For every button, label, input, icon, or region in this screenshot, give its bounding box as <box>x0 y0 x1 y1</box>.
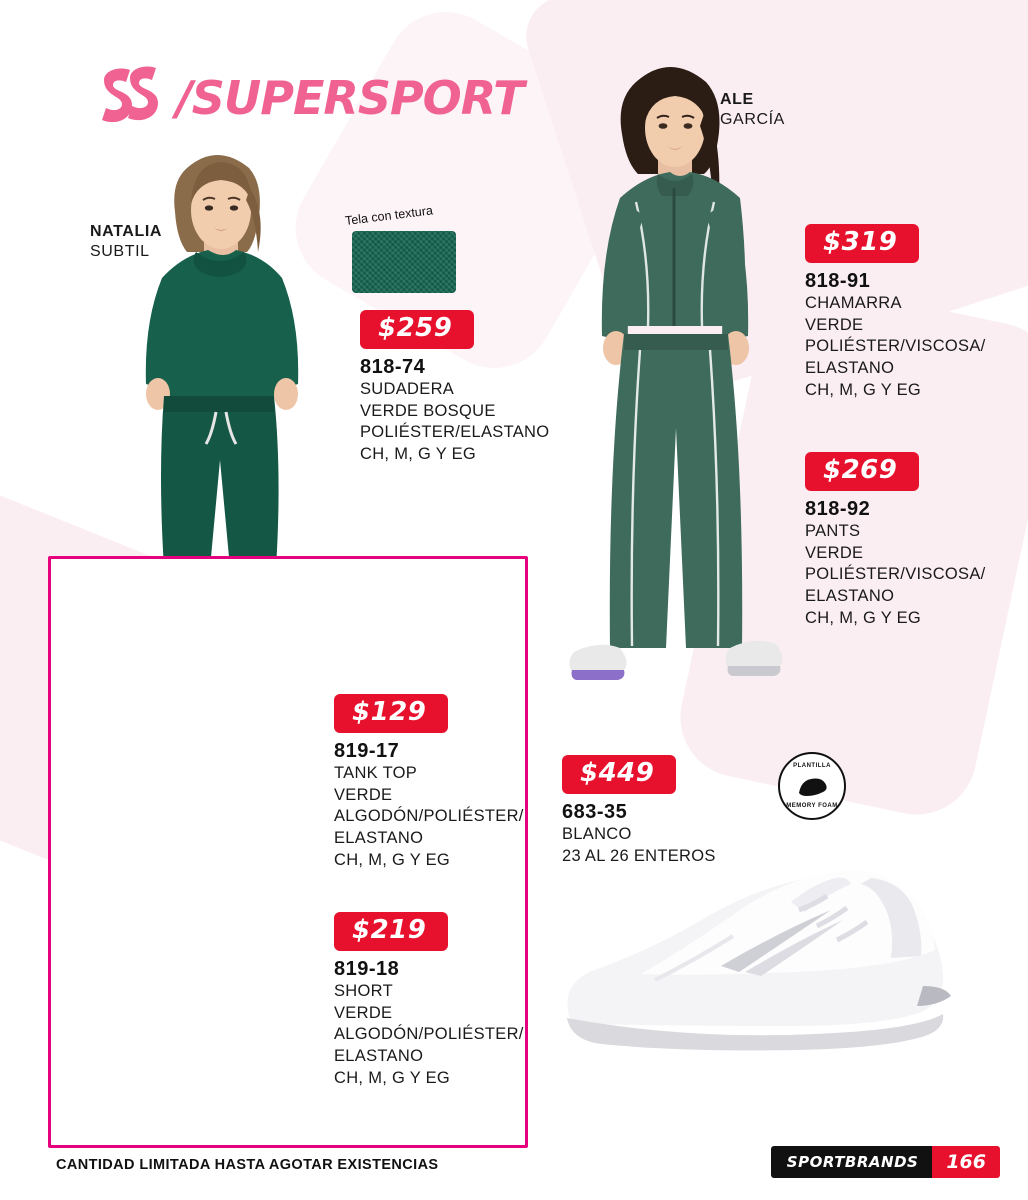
product-desc-line: VERDE <box>805 543 864 562</box>
product-desc-line: CH, M, G Y EG <box>360 445 477 464</box>
product-desc-line: VERDE <box>334 1003 393 1022</box>
price-tag: $449 <box>562 755 676 794</box>
product-desc-line: CH, M, G Y EG <box>805 381 922 400</box>
shoe-insole-icon <box>795 773 829 799</box>
product-desc-line: ELASTANO <box>805 587 895 606</box>
product-desc-line: VERDE <box>334 785 393 804</box>
price-tag: $259 <box>360 310 474 349</box>
product-sku: 819-17 <box>334 739 400 762</box>
product-sku: 819-18 <box>334 957 400 980</box>
brand-wordmark: /SUPERSPORT <box>176 71 524 125</box>
price-tag: $219 <box>334 912 448 951</box>
product-desc-line: ELASTANO <box>334 829 424 848</box>
product-desc-line: CH, M, G Y EG <box>334 851 451 870</box>
product-desc-line: VERDE <box>805 315 864 334</box>
product-block-818-74 <box>360 310 560 466</box>
product-block-818-91 <box>805 224 1015 402</box>
product-desc-line: ELASTANO <box>334 1047 424 1066</box>
fabric-swatch <box>344 203 472 293</box>
product-sku: 818-91 <box>805 269 871 292</box>
product-desc-line: ELASTANO <box>805 359 895 378</box>
limited-quantity-note: CANTIDAD LIMITADA HASTA AGOTAR EXISTENCIAS <box>56 1157 439 1173</box>
product-block-683-35 <box>562 755 782 867</box>
product-desc-line: POLIÉSTER/VISCOSA/ <box>805 337 986 356</box>
model-label-ale: ALE GARCÍA <box>720 91 785 128</box>
memory-foam-bottom-text: MEMORY FOAM <box>786 803 838 809</box>
fabric-swatch-label: Tela con textura <box>344 203 434 228</box>
price-tag: $319 <box>805 224 919 263</box>
product-desc-line: ALGODÓN/POLIÉSTER/ <box>334 1025 524 1044</box>
footer-badge <box>771 1146 1000 1178</box>
product-desc-line: SUDADERA <box>360 379 455 398</box>
footer-brand-label: SPORTBRANDS <box>771 1146 933 1178</box>
brand-logo <box>96 62 524 134</box>
memory-foam-badge <box>778 752 846 820</box>
model-photo-natalia <box>92 138 342 568</box>
memory-foam-top-text: PLANTILLA <box>793 763 831 769</box>
product-desc-line: POLIÉSTER/VISCOSA/ <box>805 565 986 584</box>
product-desc-line: VERDE BOSQUE <box>360 401 496 420</box>
product-desc-line: CH, M, G Y EG <box>805 609 922 628</box>
product-desc-line: CH, M, G Y EG <box>334 1069 451 1088</box>
product-block-819-17 <box>334 694 534 872</box>
ss-monogram-icon <box>96 62 174 134</box>
product-desc-line: 23 AL 26 ENTEROS <box>562 846 716 865</box>
product-sku: 818-92 <box>805 497 871 520</box>
fabric-swatch-color <box>352 231 456 293</box>
product-sku: 683-35 <box>562 800 628 823</box>
product-desc-line: ALGODÓN/POLIÉSTER/ <box>334 807 524 826</box>
product-block-819-18 <box>334 912 534 1090</box>
model-label-natalia: NATALIA SUBTIL <box>90 223 163 260</box>
product-desc-line: BLANCO <box>562 824 632 843</box>
product-desc-line: CHAMARRA <box>805 293 902 312</box>
product-desc-line: TANK TOP <box>334 763 418 782</box>
page-number: 166 <box>932 1146 1000 1178</box>
product-desc-line: PANTS <box>805 521 861 540</box>
model-photo-ale <box>540 48 810 728</box>
product-block-818-92 <box>805 452 1015 630</box>
product-desc-line: SHORT <box>334 981 393 1000</box>
price-tag: $129 <box>334 694 448 733</box>
product-sku: 818-74 <box>360 355 426 378</box>
price-tag: $269 <box>805 452 919 491</box>
product-desc-line: POLIÉSTER/ELASTANO <box>360 423 550 442</box>
